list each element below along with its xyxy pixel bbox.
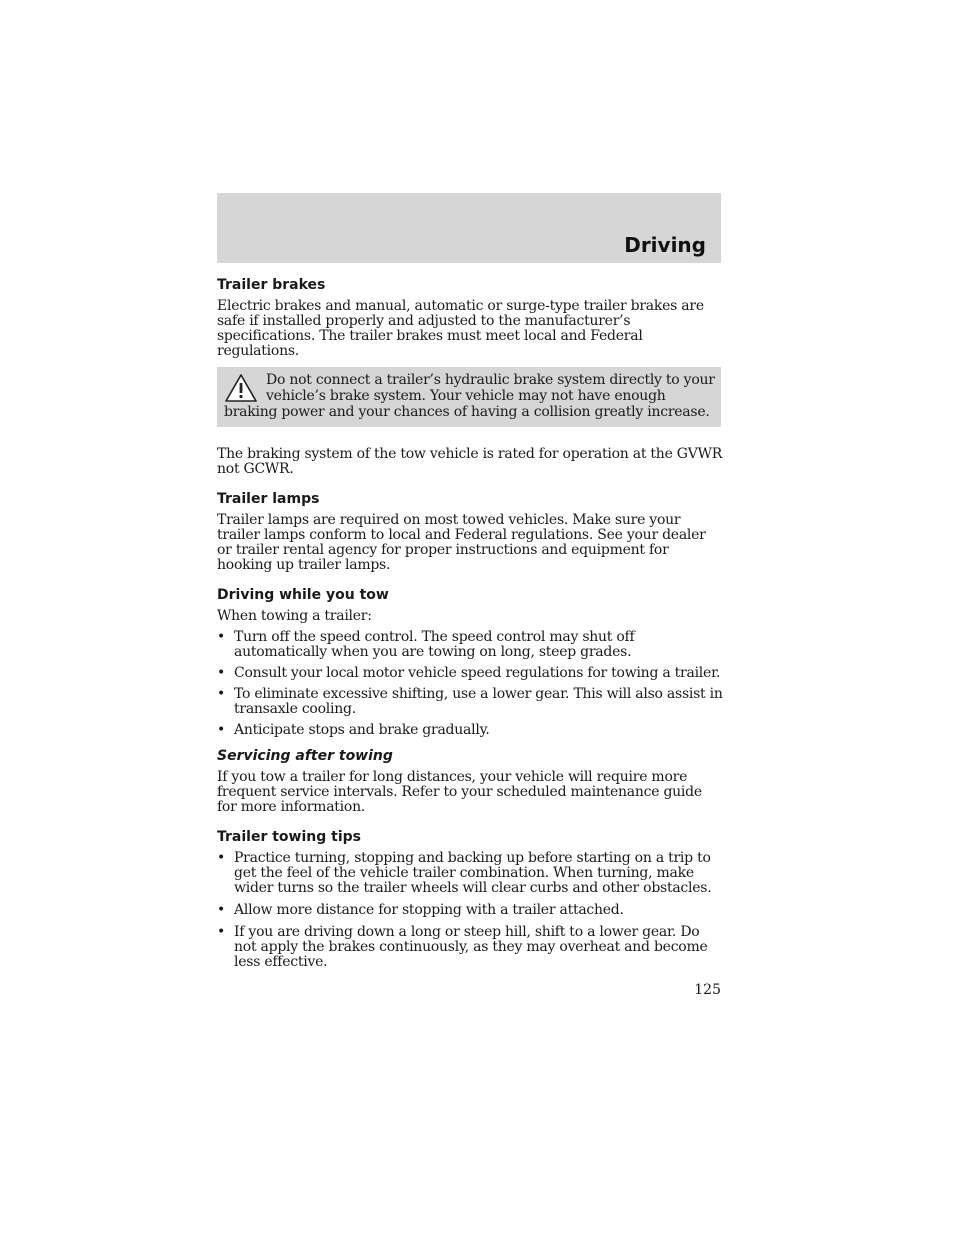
bullet-mark: • — [217, 722, 226, 738]
section-trailer-lamps — [217, 491, 723, 573]
bullet-mark: • — [217, 902, 226, 918]
list-driving-tips — [217, 630, 723, 738]
list-item — [217, 687, 723, 717]
list-item-text: If you are driving down a long or steep hill, shift to a lower gear. Do not apply the brakes continuously, as they may overheat and become less effective. — [234, 924, 708, 970]
warning-triangle-icon — [224, 373, 258, 403]
section-trailer-towing-tips — [217, 829, 723, 970]
section-driving-while-tow — [217, 587, 723, 738]
page-content — [217, 277, 723, 984]
list-item-text: Allow more distance for stopping with a trailer attached. — [234, 902, 624, 918]
bullet-mark: • — [217, 665, 226, 681]
warning-text: Do not connect a trailer’s hydraulic brake system directly to your vehicle’s brake system. Your vehicle may not have enough braking power and your chances of having a collision greatly increase. — [224, 372, 715, 420]
list-item-text: Practice turning, stopping and backing up before starting on a trip to get the feel of the vehicle trailer combination. When turning, make wider turns so the trailer wheels will clear curbs and other obstacles. — [234, 850, 712, 896]
list-item-text: Anticipate stops and brake gradually. — [234, 722, 490, 738]
heading-trailer-brakes: Trailer brakes — [217, 277, 326, 293]
heading-servicing-after-towing: Servicing after towing — [217, 748, 393, 764]
list-item-text: Consult your local motor vehicle speed regulations for towing a trailer. — [234, 665, 721, 681]
list-item — [217, 630, 723, 660]
heading-trailer-lamps: Trailer lamps — [217, 491, 320, 507]
heading-driving-while-tow: Driving while you tow — [217, 587, 389, 603]
paragraph-servicing: If you tow a trailer for long distances, your vehicle will require more frequent service intervals. Refer to your scheduled maintenance guide for more information. — [217, 769, 702, 815]
paragraph-braking-rating: The braking system of the tow vehicle is rated for operation at the GVWR not GCWR. — [217, 446, 723, 477]
section-title: Driving — [624, 233, 706, 257]
list-item — [217, 851, 723, 896]
list-item — [217, 666, 723, 681]
list-towing-tips — [217, 851, 723, 970]
list-item — [217, 723, 723, 738]
section-trailer-brakes — [217, 277, 723, 477]
paragraph-trailer-lamps: Trailer lamps are required on most towed vehicles. Make sure your trailer lamps conform to local and Federal regulations. See your dealer or trailer rental agency for proper instructions and equipment for hooking up trailer lamps. — [217, 512, 706, 573]
list-item-text: To eliminate excessive shifting, use a lower gear. This will also assist in transaxle cooling. — [234, 686, 723, 717]
paragraph-trailer-brakes: Electric brakes and manual, automatic or surge-type trailer brakes are safe if installed properly and adjusted to the manufacturer’s specifications. The trailer brakes must meet local and Federal regulations. — [217, 298, 704, 359]
bullet-mark: • — [217, 629, 226, 645]
list-item — [217, 925, 723, 970]
bullet-mark: • — [217, 850, 226, 866]
page-number: 125 — [694, 982, 721, 998]
list-item — [217, 903, 723, 918]
list-item-text: Turn off the speed control. The speed control may shut off automatically when you are towing on long, steep grades. — [234, 629, 635, 660]
heading-trailer-towing-tips: Trailer towing tips — [217, 829, 361, 845]
paragraph-driving-intro: When towing a trailer: — [217, 608, 372, 624]
section-header-bar — [217, 193, 721, 263]
bullet-mark: • — [217, 686, 226, 702]
warning-box — [217, 367, 721, 427]
bullet-mark: • — [217, 924, 226, 940]
section-servicing-after-towing — [217, 748, 723, 815]
